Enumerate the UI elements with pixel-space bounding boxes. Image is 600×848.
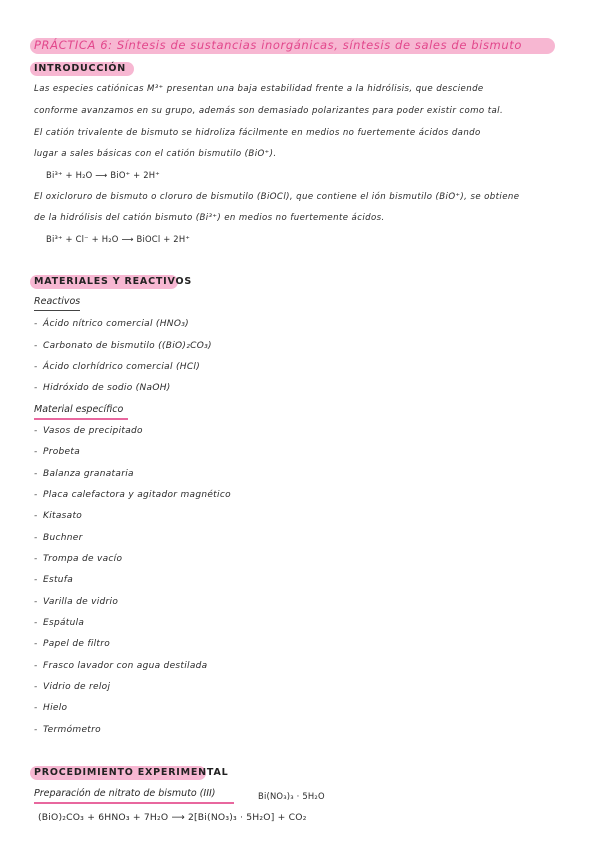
procedure-subheading: Preparación de nitrato de bismuto (III) — [34, 788, 216, 799]
list-item: - Kitasato — [34, 511, 83, 521]
procedure-subheading-underline — [34, 802, 234, 804]
intro-line-3: El catión trivalente de bismuto se hidroliza fácilmente en medios no fuertemente ácidos dando — [34, 128, 481, 138]
list-item: - Ácido nítrico comercial (HNO₃) — [34, 319, 189, 329]
reactivos-label: Reactivos — [34, 296, 81, 307]
list-item: - Hidróxido de sodio (NaOH) — [34, 383, 171, 393]
procedure-heading: PROCEDIMIENTO EXPERIMENTAL — [34, 767, 229, 778]
page-title: PRÁCTICA 6: Síntesis de sustancias inorgánicas, síntesis de sales de bismuto — [34, 38, 522, 52]
intro-heading: INTRODUCCIÓN — [34, 63, 127, 74]
procedure-formula: Bi(NO₃)₃ · 5H₂O — [258, 791, 325, 801]
list-item: - Probeta — [34, 447, 81, 457]
intro-equation-1: Bi³⁺ + H₂O ⟶ BiO⁺ + 2H⁺ — [46, 170, 160, 180]
intro-line-4: lugar a sales básicas con el catión bismutilo (BiO⁺). — [34, 149, 277, 159]
list-item: - Buchner — [34, 533, 83, 543]
intro-line-6: de la hidrólisis del catión bismuto (Bi³⁺) en medios no fuertemente ácidos. — [34, 213, 385, 223]
material-label: Material específico — [34, 404, 124, 415]
intro-line-1: Las especies catiónicas M³⁺ presentan una baja estabilidad frente a la hidrólisis, que desciende — [34, 84, 484, 94]
list-item: - Ácido clorhídrico comercial (HCl) — [34, 362, 201, 372]
list-item: - Trompa de vacío — [34, 554, 123, 564]
list-item: - Frasco lavador con agua destilada — [34, 661, 208, 671]
list-item: - Carbonato de bismutilo ((BiO)₂CO₃) — [34, 341, 212, 351]
list-item: - Vidrio de reloj — [34, 682, 111, 692]
list-item: - Espátula — [34, 618, 85, 628]
list-item: - Vasos de precipitado — [34, 426, 143, 436]
intro-line-2: conforme avanzamos en su grupo, además son demasiado polarizantes para poder existir como tal. — [34, 106, 504, 116]
list-item: - Papel de filtro — [34, 639, 111, 649]
procedure-equation: (BiO)₂CO₃ + 6HNO₃ + 7H₂O ⟶ 2[Bi(NO₃)₃ · 5H₂O] + CO₂ — [38, 812, 307, 823]
material-underline — [34, 418, 128, 420]
list-item: - Estufa — [34, 575, 74, 585]
list-item: - Hielo — [34, 703, 68, 713]
intro-line-5: El oxicloruro de bismuto o cloruro de bismutilo (BiOCl), que contiene el ión bismutilo (BiO⁺), se obtiene — [34, 192, 520, 202]
list-item: - Varilla de vidrio — [34, 597, 119, 607]
list-item: - Balanza granataria — [34, 469, 134, 479]
intro-equation-2: Bi³⁺ + Cl⁻ + H₂O ⟶ BiOCl + 2H⁺ — [46, 234, 190, 244]
list-item: - Termómetro — [34, 725, 101, 735]
reactivos-underline — [34, 310, 80, 311]
list-item: - Placa calefactora y agitador magnético — [34, 490, 231, 500]
materials-heading: MATERIALES Y REACTIVOS — [34, 276, 192, 287]
